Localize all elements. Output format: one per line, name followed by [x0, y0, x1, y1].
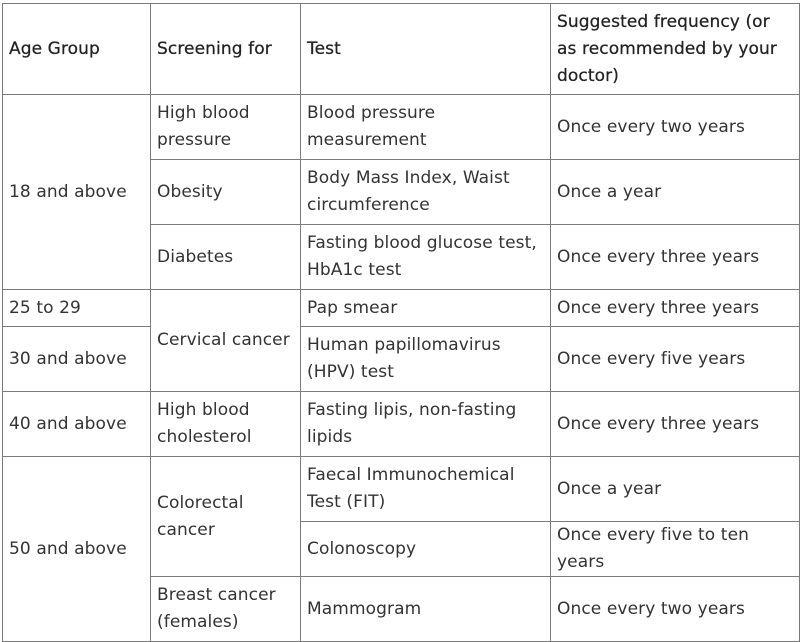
table-row [3, 290, 800, 327]
test-cell: Mammogram [301, 577, 551, 642]
frequency-cell: Once every three years [551, 225, 800, 290]
test-cell: Human papillomavirus (HPV) test [301, 327, 551, 392]
test-cell: Pap smear [301, 290, 551, 327]
test-cell: Body Mass Index, Waist circumference [301, 160, 551, 225]
age-cell: 30 and above [3, 327, 151, 392]
header-screening-for: Screening for [151, 4, 301, 95]
test-cell: Fasting blood glucose test, HbA1c test [301, 225, 551, 290]
age-cell: 40 and above [3, 392, 151, 457]
frequency-cell: Once a year [551, 160, 800, 225]
screening-cell: High blood cholesterol [151, 392, 301, 457]
frequency-cell: Once every three years [551, 290, 800, 327]
header-age-group: Age Group [3, 4, 151, 95]
header-frequency: Suggested frequency (or as recommended by your doctor) [551, 4, 800, 95]
frequency-cell: Once every five to ten years [551, 522, 800, 577]
test-cell: Fasting lipis, non-fasting lipids [301, 392, 551, 457]
header-test: Test [301, 4, 551, 95]
screening-cell: Colorectal cancer [151, 457, 301, 577]
screening-cell: Breast cancer (females) [151, 577, 301, 642]
test-cell: Colonoscopy [301, 522, 551, 577]
screening-cell: High blood pressure [151, 95, 301, 160]
screening-cell: Diabetes [151, 225, 301, 290]
table-row [3, 392, 800, 457]
frequency-cell: Once every two years [551, 577, 800, 642]
screening-table-container [2, 3, 800, 642]
screening-cell: Obesity [151, 160, 301, 225]
table-row [3, 95, 800, 160]
age-cell: 50 and above [3, 457, 151, 642]
frequency-cell: Once every two years [551, 95, 800, 160]
frequency-cell: Once a year [551, 457, 800, 522]
table-row [3, 327, 800, 392]
age-cell: 25 to 29 [3, 290, 151, 327]
frequency-cell: Once every three years [551, 392, 800, 457]
health-screening-table [2, 3, 800, 642]
screening-cell: Cervical cancer [151, 290, 301, 392]
table-row [3, 457, 800, 522]
table-header-row [3, 4, 800, 95]
age-cell: 18 and above [3, 95, 151, 290]
test-cell: Blood pressure measurement [301, 95, 551, 160]
frequency-cell: Once every five years [551, 327, 800, 392]
test-cell: Faecal Immunochemical Test (FIT) [301, 457, 551, 522]
